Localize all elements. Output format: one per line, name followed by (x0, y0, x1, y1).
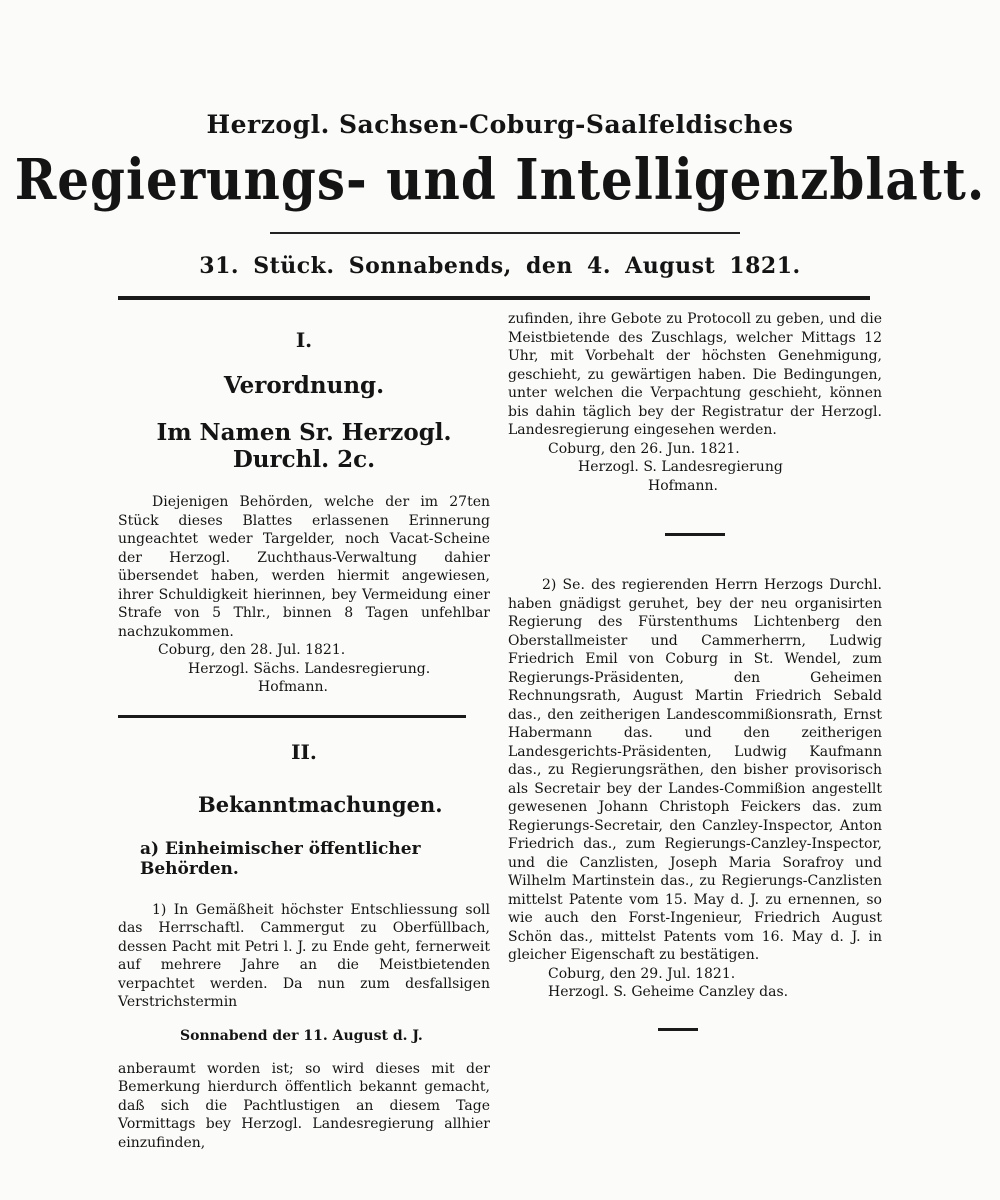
notice-1-date: Sonnabend der 11. August d. J. (180, 1027, 423, 1044)
section-subheading-2: a) Einheimischer öffentlicher Behörden. (140, 838, 421, 879)
notice-1-dateline: Coburg, den 26. Jun. 1821. (548, 440, 740, 457)
section-number-2: II. (291, 739, 317, 764)
masthead-line1: Herzogl. Sachsen-Coburg-Saalfeldisches (206, 110, 794, 139)
right-column (508, 310, 882, 1031)
header-divider (118, 296, 870, 300)
section-subheading-1: Im Namen Sr. Herzogl. Durchl. 2c. (156, 419, 452, 473)
section-divider (118, 715, 466, 718)
verordnung-body: Diejenigen Behörden, welche der im 27ten Stück dieses Blattes erlassenen Erinnerung ungeachtet weder Targelder, noch Vacat-Scheine der Herzogl. Zuchthaus-Verwaltung dahier übersendet haben, werden hiermit angewiesen, ihrer Schuldigkeit hierinnen, bey Vermeidung einer Strafe von 5 Thlr., binnen 8 Tagen unfehlbar nachzukommen. (118, 494, 490, 640)
notice-1-signer: Hofmann. (648, 477, 718, 494)
verordnung-signer: Hofmann. (258, 679, 328, 695)
section-number-1: I. (295, 328, 313, 352)
notice-1-signature: Herzogl. S. Landesregierung (578, 459, 783, 475)
left-column (118, 310, 490, 1152)
masthead-title: Regierungs- und Intelligenzblatt. (14, 146, 986, 213)
notice-2-dateline: Coburg, den 29. Jul. 1821. (548, 965, 736, 982)
issue-line: 31. Stück. Sonnabends, den 4. August 1821. (199, 253, 801, 279)
notice-1-part1: 1) In Gemäßheit höchster Entschliessung soll das Herrschaftl. Cammergut zu Oberfüllbach, dessen Pacht mit Petri l. J. zu Ende geht, fernerweit auf mehrere Jahre an die Meistbietenden verpachtet werden. Da nun zum desfallsigen Verstrichstermin (118, 901, 490, 1010)
masthead-rule (270, 232, 740, 234)
notice-2-body: 2) Se. des regierenden Herrn Herzogs Durchl. haben gnädigst geruhet, bey der neu organisirten Regierung des Fürstenthums Lichtenberg den Oberstallmeister und Cammerherrn, Ludwig Friedrich Emil von Coburg in St. Wendel, zum Regierungs-Präsidenten, den Geheimen Rechnungsrath, August Martin Friedrich Sebald das., den zeitherigen Landescommißionsrath, Ernst Habermann das. und den zeitherigen Landesgerichts-Präsidenten, Ludwig Kaufmann das., zu Regierungsräthen, den bisher provisorisch als Secretair bey der Landes-Commißion angestellt gewesenen Johann Christoph Feickers das. zum Regierungs-Secretair, den Canzley-Inspector, Anton Friedrich das., zum Regierungs-Canzley-Inspector, und die Canzlisten, Joseph Maria Sorafroy und Wilhelm Martinstein das., zu Regierungs-Canzlisten mittelst Patente vom 15. May d. J. zu ernennen, so wie auch den Forst-Ingenieur, Friedrich August Schön das., mittelst Patents vom 16. May d. J. in gleicher Eigenschaft zu bestätigen. (508, 577, 882, 963)
notice-2-signature: Herzogl. S. Geheime Canzley das. (548, 984, 789, 1000)
end-divider (658, 1028, 698, 1031)
notice-divider (665, 533, 725, 536)
notice-1-part2: anberaumt worden ist; so wird dieses mit der Bemerkung hierdurch öffentlich bekannt gemacht, daß sich die Pachtlustigen an diesem Tage Vormittags bey Herzogl. Landesregierung allhier einzufinden, (118, 1060, 490, 1151)
verordnung-signature: Herzogl. Sächs. Landesregierung. (188, 660, 431, 677)
verordnung-dateline: Coburg, den 28. Jul. 1821. (158, 642, 346, 658)
section-heading-bekanntmachungen: Bekanntmachungen. (198, 791, 443, 817)
notice-1-continuation: zufinden, ihre Gebote zu Protocoll zu geben, und die Meistbietende des Zuschlags, welcher Mittags 12 Uhr, mit Vorbehalt der höchsten Genehmigung, geschieht, zu gewärtigen haben. Die Bedingungen, unter welchen die Verpachtung geschieht, können bis dahin täglich bey der Registratur der Herzogl. Landesregierung eingesehen werden. (508, 311, 882, 438)
section-heading-verordnung: Verordnung. (223, 372, 385, 399)
